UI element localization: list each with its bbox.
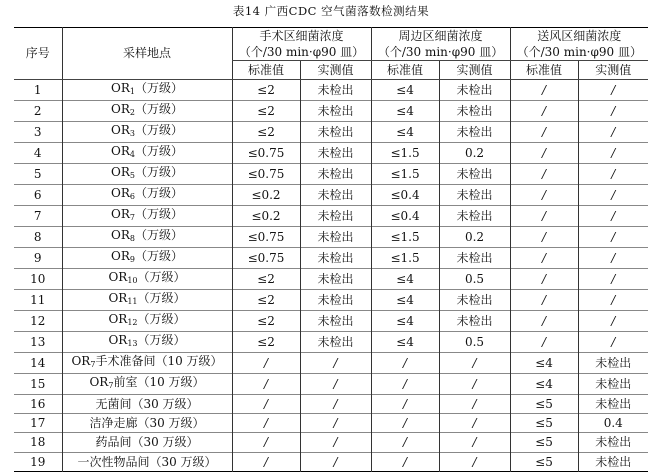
- surgery-meas-value: /: [300, 452, 371, 471]
- site-subscript: 10: [127, 276, 138, 285]
- header-std: 标准值: [510, 61, 578, 80]
- surgery-std-value: ≤2: [232, 311, 300, 332]
- header-meas: 实测值: [439, 61, 510, 80]
- supply-std-value: ≤5: [510, 452, 578, 471]
- surgery-meas-value: 未检出: [300, 206, 371, 227]
- site-name: OR: [108, 333, 128, 347]
- peripheral-std-value: /: [371, 452, 439, 471]
- supply-meas-value: /: [578, 206, 648, 227]
- peripheral-std-value: ≤4: [371, 122, 439, 143]
- sampling-site: [62, 395, 232, 414]
- surgery-std-value: ≤0.75: [232, 143, 300, 164]
- site-grade: （万级）: [137, 312, 186, 326]
- supply-meas-value: /: [578, 80, 648, 101]
- table-row: [14, 143, 648, 164]
- site-subscript: 13: [127, 339, 138, 348]
- header-unit-peripheral: （个/30 min·φ90 皿）: [371, 44, 510, 61]
- header-meas: 实测值: [300, 61, 371, 80]
- site-name: OR: [89, 375, 109, 389]
- row-number: 1: [14, 80, 62, 101]
- surgery-meas-value: /: [300, 414, 371, 433]
- peripheral-std-value: ≤4: [371, 290, 439, 311]
- row-number: 18: [14, 433, 62, 452]
- sampling-site: [62, 353, 232, 374]
- row-number: 7: [14, 206, 62, 227]
- surgery-meas-value: 未检出: [300, 332, 371, 353]
- header-group-supply: 送风区细菌浓度: [510, 28, 648, 45]
- peripheral-std-value: /: [371, 353, 439, 374]
- sampling-site: [62, 290, 232, 311]
- surgery-meas-value: 未检出: [300, 311, 371, 332]
- row-number: 11: [14, 290, 62, 311]
- supply-std-value: ≤5: [510, 395, 578, 414]
- peripheral-meas-value: /: [439, 395, 510, 414]
- table-row: [14, 414, 648, 433]
- supply-meas-value: /: [578, 311, 648, 332]
- table-row: [14, 311, 648, 332]
- supply-std-value: /: [510, 80, 578, 101]
- supply-meas-value: /: [578, 143, 648, 164]
- site-name: OR: [111, 144, 130, 158]
- supply-std-value: ≤4: [510, 353, 578, 374]
- supply-meas-value: 未检出: [578, 353, 648, 374]
- site-name: 洁净走廊（30 万级）: [89, 416, 205, 431]
- row-number: 12: [14, 311, 62, 332]
- table-row: [14, 332, 648, 353]
- surgery-std-value: ≤0.75: [232, 248, 300, 269]
- peripheral-meas-value: /: [439, 414, 510, 433]
- site-name: OR: [111, 249, 130, 263]
- surgery-std-value: /: [232, 395, 300, 414]
- table-row: [14, 122, 648, 143]
- surgery-meas-value: /: [300, 353, 371, 374]
- surgery-meas-value: 未检出: [300, 143, 371, 164]
- supply-meas-value: 未检出: [578, 452, 648, 471]
- surgery-meas-value: /: [300, 395, 371, 414]
- table-row: [14, 248, 648, 269]
- surgery-meas-value: 未检出: [300, 101, 371, 122]
- sampling-site: [62, 414, 232, 433]
- peripheral-std-value: ≤0.4: [371, 185, 439, 206]
- sampling-site: [62, 332, 232, 353]
- sampling-site: [62, 227, 232, 248]
- site-subscript: 6: [129, 192, 135, 201]
- surgery-meas-value: /: [300, 374, 371, 395]
- site-grade: （万级）: [137, 333, 186, 347]
- header-unit-surgery: （个/30 min·φ90 皿）: [232, 44, 371, 61]
- peripheral-meas-value: 未检出: [439, 122, 510, 143]
- site-grade: 手术准备间（10 万级）: [95, 354, 223, 368]
- site-name: OR: [111, 123, 130, 137]
- peripheral-std-value: ≤4: [371, 101, 439, 122]
- site-subscript: 8: [129, 234, 135, 243]
- row-number: 19: [14, 452, 62, 471]
- row-number: 6: [14, 185, 62, 206]
- site-subscript: 12: [127, 318, 138, 327]
- supply-meas-value: /: [578, 248, 648, 269]
- table-row: [14, 374, 648, 395]
- peripheral-std-value: /: [371, 414, 439, 433]
- supply-std-value: /: [510, 101, 578, 122]
- table-caption: 表14 广西CDC 空气菌落数检测结果: [232, 4, 430, 18]
- surgery-std-value: /: [232, 353, 300, 374]
- site-grade: （万级）: [134, 123, 183, 137]
- header-std: 标准值: [371, 61, 439, 80]
- surgery-meas-value: /: [300, 433, 371, 452]
- site-grade: （万级）: [137, 291, 186, 305]
- site-subscript: 9: [129, 255, 135, 264]
- site-name: OR: [108, 312, 128, 326]
- supply-std-value: /: [510, 122, 578, 143]
- sampling-site: [62, 143, 232, 164]
- site-subscript: 3: [129, 129, 135, 138]
- table-body: [14, 80, 648, 472]
- sampling-site: [62, 269, 232, 290]
- site-name: OR: [111, 186, 130, 200]
- surgery-std-value: ≤0.2: [232, 206, 300, 227]
- surgery-std-value: ≤2: [232, 122, 300, 143]
- row-number: 4: [14, 143, 62, 164]
- peripheral-meas-value: 0.5: [439, 269, 510, 290]
- site-subscript: 7: [108, 381, 114, 390]
- surgery-meas-value: 未检出: [300, 122, 371, 143]
- supply-std-value: /: [510, 332, 578, 353]
- supply-std-value: /: [510, 311, 578, 332]
- supply-std-value: /: [510, 248, 578, 269]
- surgery-std-value: ≤2: [232, 101, 300, 122]
- peripheral-meas-value: 未检出: [439, 248, 510, 269]
- site-grade: （万级）: [134, 144, 183, 158]
- peripheral-meas-value: 0.2: [439, 143, 510, 164]
- header-seq: 序号: [14, 28, 62, 80]
- row-number: 10: [14, 269, 62, 290]
- peripheral-std-value: /: [371, 395, 439, 414]
- peripheral-meas-value: /: [439, 452, 510, 471]
- sampling-site: [62, 185, 232, 206]
- surgery-std-value: ≤2: [232, 290, 300, 311]
- site-name: OR: [108, 270, 128, 284]
- surgery-meas-value: 未检出: [300, 227, 371, 248]
- supply-meas-value: 0.4: [578, 414, 648, 433]
- surgery-meas-value: 未检出: [300, 80, 371, 101]
- surgery-std-value: /: [232, 414, 300, 433]
- row-number: 3: [14, 122, 62, 143]
- sampling-site: [62, 206, 232, 227]
- peripheral-meas-value: 未检出: [439, 290, 510, 311]
- peripheral-meas-value: 未检出: [439, 185, 510, 206]
- site-name: 无菌间（30 万级）: [95, 397, 199, 412]
- surgery-meas-value: 未检出: [300, 269, 371, 290]
- header-meas: 实测值: [578, 61, 648, 80]
- peripheral-meas-value: 0.2: [439, 227, 510, 248]
- row-number: 2: [14, 101, 62, 122]
- peripheral-std-value: /: [371, 433, 439, 452]
- supply-std-value: /: [510, 143, 578, 164]
- sampling-site: [62, 80, 232, 101]
- row-number: 17: [14, 414, 62, 433]
- peripheral-std-value: ≤1.5: [371, 143, 439, 164]
- site-name: OR: [111, 102, 130, 116]
- supply-meas-value: /: [578, 269, 648, 290]
- header-unit-supply: （个/30 min·φ90 皿）: [510, 44, 648, 61]
- table-row: [14, 80, 648, 101]
- header-group-surgery: 手术区细菌浓度: [232, 28, 371, 45]
- peripheral-std-value: ≤1.5: [371, 248, 439, 269]
- surgery-std-value: ≤2: [232, 332, 300, 353]
- peripheral-meas-value: 未检出: [439, 80, 510, 101]
- table-row: [14, 353, 648, 374]
- table-row: [14, 452, 648, 471]
- site-grade: （万级）: [137, 270, 186, 284]
- site-grade: （万级）: [134, 207, 183, 221]
- surgery-meas-value: 未检出: [300, 164, 371, 185]
- table-row: [14, 290, 648, 311]
- site-subscript: 2: [129, 108, 135, 117]
- surgery-meas-value: 未检出: [300, 248, 371, 269]
- peripheral-std-value: ≤0.4: [371, 206, 439, 227]
- site-grade: （万级）: [134, 165, 183, 179]
- supply-meas-value: 未检出: [578, 433, 648, 452]
- row-number: 5: [14, 164, 62, 185]
- site-grade: （万级）: [134, 102, 183, 116]
- supply-std-value: /: [510, 164, 578, 185]
- supply-std-value: /: [510, 290, 578, 311]
- supply-std-value: /: [510, 227, 578, 248]
- table-row: [14, 395, 648, 414]
- peripheral-std-value: /: [371, 374, 439, 395]
- header-site: 采样地点: [62, 28, 232, 80]
- results-table: [14, 27, 648, 472]
- site-name: OR: [111, 165, 130, 179]
- row-number: 15: [14, 374, 62, 395]
- surgery-std-value: /: [232, 452, 300, 471]
- site-name: OR: [111, 81, 130, 95]
- surgery-meas-value: 未检出: [300, 185, 371, 206]
- site-grade: （万级）: [134, 81, 183, 95]
- site-name: OR: [71, 354, 91, 368]
- peripheral-std-value: ≤4: [371, 311, 439, 332]
- row-number: 13: [14, 332, 62, 353]
- row-number: 14: [14, 353, 62, 374]
- table-row: [14, 101, 648, 122]
- sampling-site: [62, 164, 232, 185]
- supply-std-value: ≤5: [510, 414, 578, 433]
- peripheral-meas-value: /: [439, 374, 510, 395]
- header-group-peripheral: 周边区细菌浓度: [371, 28, 510, 45]
- surgery-std-value: ≤2: [232, 269, 300, 290]
- sampling-site: [62, 452, 232, 471]
- row-number: 8: [14, 227, 62, 248]
- peripheral-meas-value: 未检出: [439, 101, 510, 122]
- site-grade: （万级）: [134, 228, 183, 242]
- supply-std-value: /: [510, 206, 578, 227]
- table-row: [14, 269, 648, 290]
- sampling-site: [62, 374, 232, 395]
- supply-std-value: /: [510, 269, 578, 290]
- table-row: [14, 164, 648, 185]
- peripheral-meas-value: 0.5: [439, 332, 510, 353]
- supply-std-value: ≤5: [510, 433, 578, 452]
- site-name: 一次性物品间（30 万级）: [77, 454, 217, 469]
- site-name: OR: [108, 291, 128, 305]
- supply-meas-value: /: [578, 122, 648, 143]
- supply-meas-value: /: [578, 101, 648, 122]
- peripheral-std-value: ≤1.5: [371, 227, 439, 248]
- sampling-site: [62, 311, 232, 332]
- supply-std-value: /: [510, 185, 578, 206]
- supply-meas-value: /: [578, 332, 648, 353]
- header-std: 标准值: [232, 61, 300, 80]
- site-grade: （万级）: [134, 249, 183, 263]
- peripheral-meas-value: /: [439, 353, 510, 374]
- table-row: [14, 185, 648, 206]
- surgery-std-value: ≤0.75: [232, 227, 300, 248]
- surgery-meas-value: 未检出: [300, 290, 371, 311]
- table-row: [14, 227, 648, 248]
- table-row: [14, 206, 648, 227]
- supply-meas-value: 未检出: [578, 395, 648, 414]
- supply-meas-value: 未检出: [578, 374, 648, 395]
- site-name: 药品间（30 万级）: [95, 435, 199, 450]
- site-subscript: 7: [129, 213, 135, 222]
- site-name: OR: [111, 228, 130, 242]
- site-grade: 前室（10 万级）: [113, 375, 205, 389]
- site-subscript: 1: [129, 87, 135, 96]
- peripheral-std-value: ≤1.5: [371, 164, 439, 185]
- row-number: 16: [14, 395, 62, 414]
- surgery-std-value: ≤0.2: [232, 185, 300, 206]
- sampling-site: [62, 433, 232, 452]
- supply-std-value: ≤4: [510, 374, 578, 395]
- peripheral-meas-value: 未检出: [439, 164, 510, 185]
- supply-meas-value: /: [578, 227, 648, 248]
- row-number: 9: [14, 248, 62, 269]
- peripheral-meas-value: 未检出: [439, 206, 510, 227]
- site-grade: （万级）: [134, 186, 183, 200]
- supply-meas-value: /: [578, 164, 648, 185]
- supply-meas-value: /: [578, 290, 648, 311]
- table-row: [14, 433, 648, 452]
- surgery-std-value: ≤0.75: [232, 164, 300, 185]
- supply-meas-value: /: [578, 185, 648, 206]
- site-subscript: 5: [129, 171, 135, 180]
- sampling-site: [62, 248, 232, 269]
- peripheral-std-value: ≤4: [371, 80, 439, 101]
- site-subscript: 11: [127, 297, 138, 306]
- site-subscript: 7: [90, 360, 96, 369]
- sampling-site: [62, 122, 232, 143]
- site-name: OR: [111, 207, 130, 221]
- site-subscript: 4: [129, 150, 135, 159]
- surgery-std-value: /: [232, 374, 300, 395]
- peripheral-std-value: ≤4: [371, 269, 439, 290]
- surgery-std-value: ≤2: [232, 80, 300, 101]
- peripheral-std-value: ≤4: [371, 332, 439, 353]
- surgery-std-value: /: [232, 433, 300, 452]
- peripheral-meas-value: /: [439, 433, 510, 452]
- sampling-site: [62, 101, 232, 122]
- peripheral-meas-value: 未检出: [439, 311, 510, 332]
